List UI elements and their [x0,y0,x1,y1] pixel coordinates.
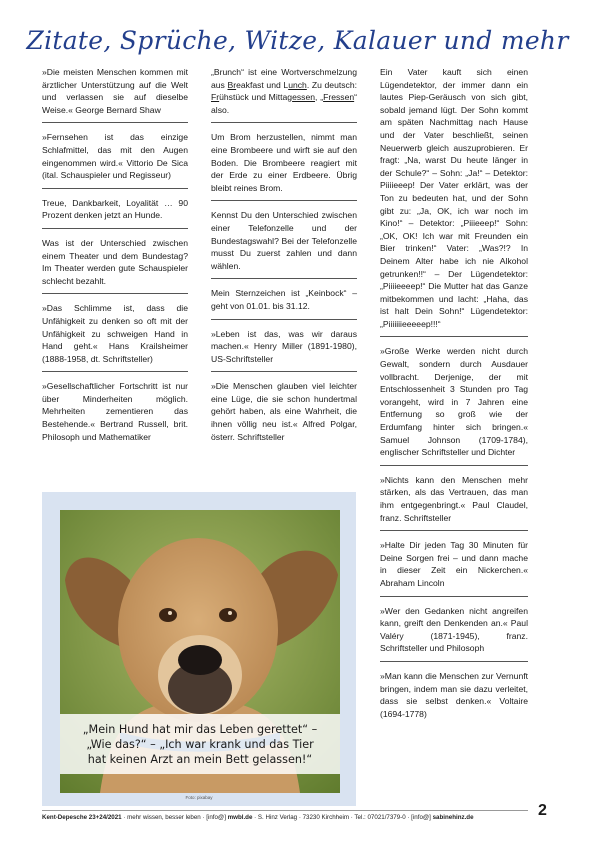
divider [42,371,188,372]
underlined-run: essen [292,92,316,103]
underlined-run: Fressen [323,92,355,103]
quote-miller: »Leben ist das, was wir daraus machen.« Henry Miller (1891-1980), US-Schriftsteller [211,328,357,364]
quote-russell: »Gesellschaftlicher Fortschritt ist nur über Minderheiten möglich. Mehrheiten zementieren das Bestehende.« Bertrand Russell, brit. Philosoph und Mathematiker [42,381,188,442]
quote-johnson: »Große Werke werden nicht durch Gewalt, sondern durch Ausdauer vollbracht. Derjenige, der mit Entschlossenheit 3 Stunden pro Tag vorangeht, wird in 7 Jahren eine Entfernung so groß wie der Erdumfang hinter sich bringen.« Samuel Johnson (1709-1784), englischer Schriftsteller und Dichter [380,346,528,458]
page-title: Zitate, Sprüche, Witze, Kalauer und mehr [26,26,569,55]
divider [42,122,188,123]
page-number: 2 [538,802,547,819]
column-3 [380,66,528,726]
photo-frame [42,492,356,806]
divider [380,336,528,337]
quote-theater: Was ist der Unterschied zwischen einem Theater und dem Bundestag? Im Theater werden gute Schauspieler schlecht bezahlt. [42,237,188,286]
quote-claudel: »Nichts kann den Menschen mehr stärken, als das Vertrauen, das man ihm entgegenbringt.« Paul Claudel, franz. Schriftsteller [380,474,528,523]
underlined-run: unch [288,79,307,90]
quote-voltaire: »Man kann die Menschen zur Vernunft bringen, indem man sie dazu verleitet, dass sie selbst denken.« Voltaire (1694-1778) [380,670,528,719]
divider [380,596,528,597]
divider [42,293,188,294]
divider [211,278,357,279]
quote-de-sica: »Fernsehen ist das einzige Schlafmittel, das mit den Augen eingenommen wird.« Vittorio De Sica (ital. Schauspieler und Regisseur) [42,132,188,181]
text-run: “ also. [211,92,358,115]
footer-text: · S. Hinz Verlag · 73230 Kirchheim · Tel.: 07021/7379-0 · [info@] [252,814,433,821]
divider [42,188,188,189]
text-run: eakfast und L [236,79,289,90]
website-mwbl: mwbl.de [227,814,253,821]
brunch-joke [211,66,357,116]
caption-line: hat keinen Arzt an mein Bett gelassen!“ [87,752,313,766]
divider [211,200,357,201]
quote-krailsheimer: »Das Schlimme ist, dass die Unfähigkeit zu denken so oft mit der Unfähigkeit zu schweigen Hand in Hand geht.« Hans Krailsheimer (1888-1958, dt. Schriftsteller) [42,303,188,364]
divider [380,661,528,662]
divider [380,530,528,531]
joke-sternzeichen: Mein Sternzeichen ist „Keinbock“ – geht von 01.01. bis 31.12. [211,288,357,311]
text-run: ühstück und Mittag [219,92,293,103]
caption-line: „Wie das?“ – „Ich war krank und das Tier [86,737,314,751]
text-run: , „ [315,92,324,103]
quote-polgar: »Die Menschen glauben viel leichter eine Lüge, die sie schon hundertmal gehört haben, als eine Wahrheit, die ihnen völlig neu ist.« Alfred Polgar, österr. Schriftsteller [211,381,357,442]
underlined-run: Fr [211,92,220,103]
footer-text: · mehr wissen, besser leben · [info@] [121,814,228,821]
quote-shaw: »Die meisten Menschen kommen mit ärztlicher Unterstützung auf die Welt und verlassen sie auf dieselbe Weise.« George Bernard Shaw [42,67,188,115]
photo-caption [60,714,340,774]
divider [380,465,528,466]
quote-loyalty: Treue, Dankbarkeit, Loyalität … 90 Prozent denken jetzt an Hunde. [42,197,188,221]
joke-luegendetektor: Ein Vater kauft sich einen Lügendetektor, der immer dann ein lautes Piep-Geräusch von sich gibt, sobald jemand lügt. Der Sohn kommt am späten Nachmittag nach Hause und der Vater beschließt, seinen Neuerwerb gleich auszuprobieren. Er fragt: „Na, warst Du heute länger in der Schule?“ – Sohn: „Ja!“ – Detektor: Piiiieeep! Der Vater erklärt, was der Ton zu bedeuten hat, und der Sohn gibt zu: „Ja, OK, ich war noch im Kino!“ – Detektor: „Piiieeep!“ Sohn: „OK, OK! Ich war mit Freunden ein Bier trinken!“ Vater: „Was?!? In Deinem Alter habe ich nie Alkohol getrunken!!“ – Der Lügendetektor: „Piiiieeeep!“ Die Mutter hat das Ganze mitbekommen und lacht: „Haha, das ist halt Dein Sohn!“ Lügendetektor: „Piiiiiiieeeeep!!!“ [380,67,528,329]
quote-valery: »Wer den Gedanken nicht angreifen kann, greift den Denkenden an.« Paul Valéry (1871-1945), franz. Schriftsteller und Philosoph [380,605,528,654]
divider [42,228,188,229]
divider [211,319,357,320]
joke-telefonzelle: Kennst Du den Unterschied zwischen einer Telefonzelle und der Bundestagswahl? Bei der Telefonzelle musst Du zuerst zahlen und dann wählen. [211,210,357,271]
caption-line: „Mein Hund hat mir das Leben gerettet“ – [82,722,318,736]
website-sabinehinz: sabinehinz.de [432,814,474,821]
photo-credit: Foto: pixabay [185,795,213,800]
text-run: „Brunch“ ist eine Wortverschmelzung aus [211,67,357,90]
divider [211,122,357,123]
joke-brom: Um Brom herzustellen, nimmt man eine Brombeere und wirft sie auf den Boden. Die Brombeere reagiert mit der Erde zu einer Erdbeere. Übrig bleibt reines Brom. [211,132,357,193]
column-1 [42,66,188,449]
divider [211,371,357,372]
publication-name: Kent-Depesche 23+24/2021 [42,814,122,821]
footer [42,814,528,821]
footer-divider [42,810,528,811]
quote-lincoln: »Halte Dir jeden Tag 30 Minuten für Deine Sorgen frei – und dann mache in dieser Zeit ein Nickerchen.« Abraham Lincoln [380,540,528,588]
text-run: . Zu deutsch: [306,79,357,90]
underlined-run: Br [227,79,237,90]
column-2 [211,66,357,449]
